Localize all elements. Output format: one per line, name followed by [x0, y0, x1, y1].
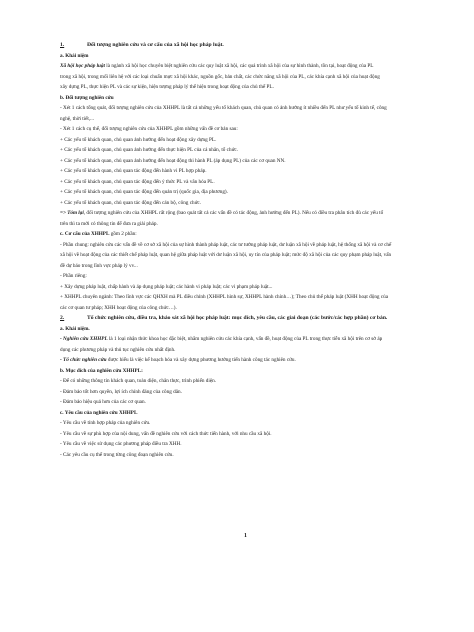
subsection-c-title: c. Cơ cấu của XHHPL	[60, 231, 110, 237]
list-item: - Các yêu cầu cụ thể trong từng công đoạn nghiên cứu.	[60, 451, 174, 458]
paragraph-line: - Xét 1 cách tổng quát, đối tượng nghiên cứu của XHHPL là tất cả những yếu tố khách quan, chủ quan có ảnh hưởng ít nhiều đến PL như yếu tố kinh tế, công	[60, 105, 387, 111]
paragraph-line	[60, 61, 424, 72]
paragraph-line: xây dựng PL, thực hiện PL và các sự kiện, hiện tượng pháp lý thể hiện trong hoạt động của chủ thể PL.	[60, 84, 274, 90]
subsection-2c-heading: c. Yêu cầu của nghiên cứu XHHPL	[60, 409, 138, 416]
list-item: - Yêu cầu về sự phù hợp của nội dung, vấn đề nghiên cứu với cách thức tiến hành, với nhu cầu xã hội.	[60, 430, 272, 437]
list-item: + XHHPL chuyên ngành: Theo lĩnh vực các QHXH mà PL điều chỉnh (XHHPL hình sự, XHHPL hành chính…); Theo chủ thể pháp luật (XHH hoạt động của	[60, 294, 388, 300]
document-body	[60, 40, 424, 460]
subsection-c-heading	[60, 229, 424, 240]
section-1-heading	[60, 40, 424, 51]
term-xhhpl: Xã hội học pháp luật	[60, 63, 105, 69]
text-run: là ngành xã hội học chuyên biệt nghiên cứu các quy luật xã hội, các quá trình xã hội của sự hình thành, tồn tại, hoạt động của PL	[104, 63, 374, 69]
paragraph-line: - Phần chung: nghiên cứu các vấn đề về cơ sở xã hội của sự hình thành pháp luật, các tư tưởng pháp luật, dư luận xã hội về pháp luật, hệ thống xã hội và cơ chế	[60, 241, 392, 248]
list-item: + Các yếu tố khách quan, chủ quan ảnh hưởng đến hoạt động thi hành PL (áp dụng PL) của các cơ quan NN.	[60, 157, 286, 164]
text-run: được hiểu là việc kế hoạch hóa và xây dựng phương hướng tiến hành công tác nghiên cứu.	[106, 357, 296, 363]
text-run: là 1 loại nhận thức khoa học đặc biệt, nhằm nghiên cứu các khía cạnh, vấn đề, hoạt động của PL trong thực tiễn xã hội trên cơ sở áp	[107, 336, 383, 342]
list-item: + Các yếu tố khách quan, chủ quan tác động đến ý thức PL và văn hóa PL.	[60, 178, 215, 185]
text-run: gồm 2 phần:	[109, 231, 137, 237]
subsection-2a-heading: a. Khái niệm.	[60, 325, 90, 332]
paragraph-line	[60, 334, 424, 345]
paragraph-line: - Phần riêng:	[60, 273, 87, 279]
section-2-heading	[60, 313, 424, 324]
paragraph-line	[60, 208, 424, 219]
page-number: 1	[244, 533, 247, 539]
list-item: + Các yếu tố khách quan, chủ quan ảnh hưởng đến thực hiện PL của cá nhân, tổ chức.	[60, 147, 238, 153]
list-item: + Xây dựng pháp luật, chấp hành và áp dụng pháp luật; các hành vi pháp luật; các vi phạm pháp luật...	[60, 283, 273, 290]
paragraph-line: nghệ, thời tiết,...	[60, 115, 95, 122]
list-item: - Đảm bảo hiệu quả hơn của các cơ quan.	[60, 399, 146, 405]
paragraph-line: - Xét 1 cách cụ thể, đối tượng nghiên cứu của XHHPL gồm những vấn đề cơ bản sau:	[60, 126, 238, 132]
paragraph-line: đề dự báo trong lĩnh vực pháp lý vv...	[60, 262, 138, 269]
term-nghien-cuu: - Nghiên cứu XHHPL	[60, 336, 108, 342]
conclusion-label: => Tóm lại	[60, 210, 84, 216]
subsection-2b-heading: b. Mục đích của nghiên cứu XHHPL:	[60, 367, 143, 374]
paragraph-line: trên thì ta mới có thông tin để đưa ra giải pháp.	[60, 220, 158, 227]
paragraph-line: xã hội về hoạt động của các thiết chế pháp luật, quan hệ giữa pháp luật với dư luận xã hội, uy tín của pháp luật; mức độ xã hội của các quy phạm pháp luật, vấn	[60, 252, 392, 258]
section-1-number: 1.	[60, 42, 65, 48]
section-2-number: 2.	[60, 315, 65, 321]
list-item: - Yêu cầu về tính hợp pháp của nghiên cứu.	[60, 420, 151, 426]
list-item: các cơ quan tư pháp; XHH hoạt động của công chức…).	[60, 304, 177, 311]
term-to-chuc: - Tổ chức nghiên cứu	[60, 357, 107, 363]
section-2-title: Tổ chức nghiên cứu, điều tra, khảo sát xã hội học pháp luật: mục đích, yêu cầu, các giai đoạn (các bước/các hợp phần) cơ bản.	[87, 315, 388, 321]
list-item: + Các yếu tố khách quan, chủ quan tác động đến cán bộ, công chức.	[60, 199, 201, 206]
list-item: + Các yếu tố khách quan, chủ quan tác động đến quản trị (quốc gia, địa phương).	[60, 189, 228, 195]
list-item: + Các yếu tố khách quan, chủ quan tác động đến hành vi PL hợp pháp.	[60, 168, 207, 174]
subsection-b-heading: b. Đối tượng nghiên cứu	[60, 94, 114, 101]
list-item: - Để có những thông tin khách quan, toàn diện, chân thực, trình phiến diện.	[60, 378, 217, 384]
list-item: + Các yếu tố khách quan, chủ quan ảnh hưởng đến hoạt động xây dựng PL.	[60, 136, 217, 143]
paragraph-line	[60, 355, 424, 366]
paragraph-line: trong xã hội, trong mối liên hệ với các loại chuẩn mực xã hội khác, nguồn gốc, bản chất, các chức năng xã hội của PL, các khía cạnh xã hội của hoạt động	[60, 73, 380, 80]
text-run: , đối tượng nghiên cứu của XHHPL rất rộng (bao quát tất cả các vấn đề có tác động, ảnh hưởng đến PL). Nếu có điều tra phân tích đủ các yếu tố	[83, 210, 384, 216]
paragraph-line: dụng các phương pháp và thủ tục nghiên cứu nhất định.	[60, 346, 176, 353]
list-item: - Yêu cầu về việc sử dụng các phương pháp điều tra XHH.	[60, 441, 182, 447]
list-item: - Đảm bảo tốt hơn quyền, lợi ích chính đáng của công dân.	[60, 388, 182, 395]
section-1-title: Đối tượng nghiên cứu và cơ cấu của xã hội học pháp luật.	[87, 42, 224, 48]
subsection-a-heading: a. Khái niệm	[60, 52, 89, 59]
